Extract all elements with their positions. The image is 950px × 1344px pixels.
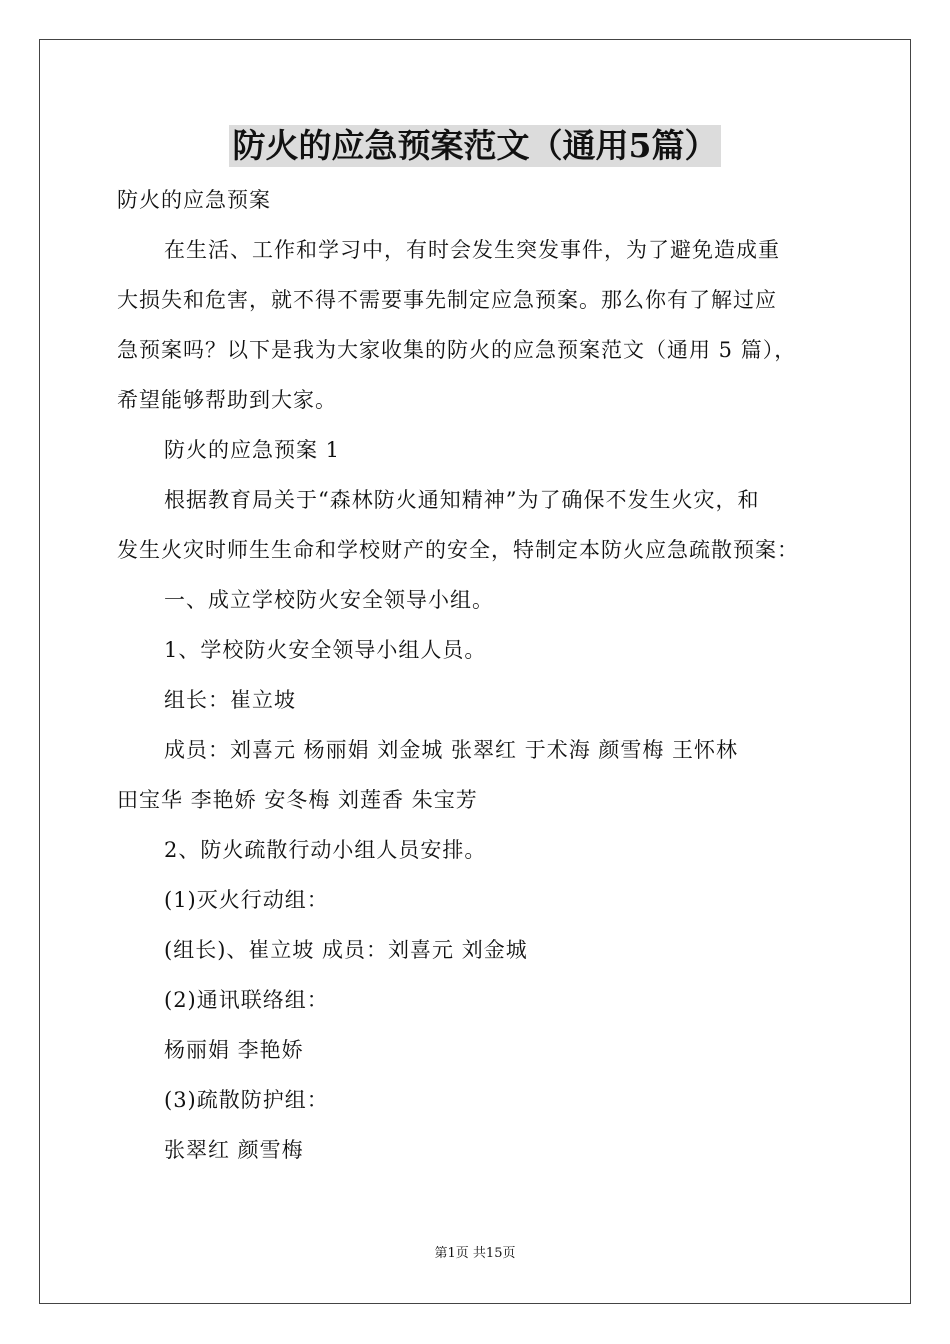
paragraph-line: 在生活、工作和学习中，有时会发生突发事件，为了避免造成重 (164, 238, 780, 262)
paragraph-line: 2、防火疏散行动小组人员安排。 (164, 838, 487, 862)
paragraph-line: 1、学校防火安全领导小组人员。 (164, 638, 487, 662)
paragraph-line: 杨丽娟 李艳娇 (164, 1038, 304, 1062)
paragraph-line: 组长：崔立坡 (164, 688, 296, 712)
paragraph-line: 发生火灾时师生生命和学校财产的安全，特制定本防火应急疏散预案： (117, 538, 799, 562)
paragraph-line: (1)灭火行动组： (164, 888, 329, 912)
section-heading: 防火的应急预案 (117, 188, 271, 212)
page-number-footer: 第1页 共15页 (434, 1246, 516, 1261)
paragraph-line: 根据教育局关于“森林防火通知精神”为了确保不发生火灾，和 (164, 488, 760, 512)
paragraph-line: 希望能够帮助到大家。 (117, 388, 337, 412)
document-title: 防火的应急预案范文（通用5篇） (229, 125, 722, 167)
paragraph-line: 大损失和危害，就不得不需要事先制定应急预案。那么你有了解过应 (117, 288, 777, 312)
paragraph-line: 田宝华 李艳娇 安冬梅 刘莲香 朱宝芳 (117, 788, 478, 812)
paragraph-line: (3)疏散防护组： (164, 1088, 329, 1112)
paragraph-line: 急预案吗？以下是我为大家收集的防火的应急预案范文（通用 5 篇）， (117, 338, 797, 362)
title-container (0, 125, 950, 167)
paragraph-line: 一、成立学校防火安全领导小组。 (164, 588, 494, 612)
paragraph-line: 张翠红 颜雪梅 (164, 1138, 304, 1162)
paragraph-line: 成员：刘喜元 杨丽娟 刘金城 张翠红 于术海 颜雪梅 王怀林 (164, 738, 739, 762)
paragraph-line: (2)通讯联络组： (164, 988, 329, 1012)
subsection-heading: 防火的应急预案 1 (164, 438, 341, 462)
paragraph-line: (组长)、崔立坡 成员：刘喜元 刘金城 (164, 938, 528, 962)
